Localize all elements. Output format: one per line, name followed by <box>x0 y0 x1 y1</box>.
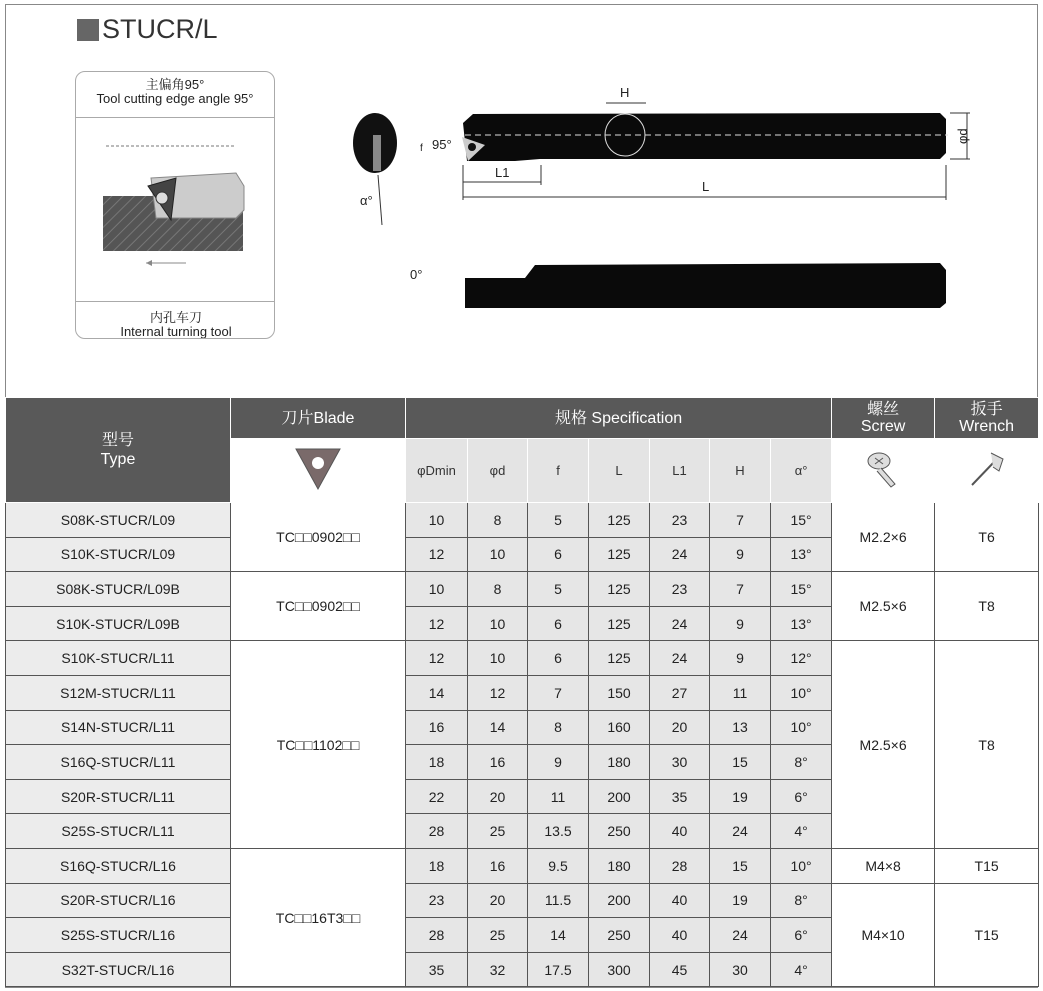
spec-cell: 125 <box>589 503 650 538</box>
screw-cell: M2.5×6 <box>832 572 935 641</box>
spec-cell: 30 <box>710 952 771 987</box>
screw-cell: M4×10 <box>832 883 935 987</box>
spec-cell: 6° <box>771 779 832 814</box>
screw-en: Screw <box>860 418 906 435</box>
wrench-en: Wrench <box>959 418 1015 435</box>
spec-cell: 12 <box>406 641 468 676</box>
label-95: 95° <box>432 137 452 152</box>
spec-cell: 16 <box>468 848 528 883</box>
spec-cell: 8° <box>771 745 832 780</box>
type-cell: S25S-STUCR/L11 <box>6 814 231 849</box>
spec-cell: 18 <box>406 848 468 883</box>
spec-cell: 15° <box>771 572 832 607</box>
title-square-icon <box>77 19 99 41</box>
spec-cell: 15° <box>771 503 832 538</box>
spec-cell: 23 <box>650 503 710 538</box>
spec-cell: 35 <box>650 779 710 814</box>
col-H: H <box>710 439 771 503</box>
col-L1: L1 <box>650 439 710 503</box>
spec-cell: 5 <box>528 503 589 538</box>
caption-en: Tool cutting edge angle 95° <box>96 91 254 106</box>
spec-cell: 20 <box>468 779 528 814</box>
table-row <box>6 848 1039 883</box>
label-phi-d: φd <box>955 128 970 144</box>
spec-cell: 14 <box>528 918 589 953</box>
spec-cell: 40 <box>650 883 710 918</box>
type-cell: S10K-STUCR/L11 <box>6 641 231 676</box>
spec-cell: 24 <box>650 606 710 641</box>
spec-cell: 14 <box>406 675 468 710</box>
spec-cell: 9 <box>710 537 771 572</box>
spec-cell: 7 <box>528 675 589 710</box>
caption-cn: 内孔车刀 <box>149 310 202 325</box>
type-cell: S16Q-STUCR/L11 <box>6 745 231 780</box>
col-f: f <box>528 439 589 503</box>
spec-cell: 22 <box>406 779 468 814</box>
screw-icon <box>832 439 935 503</box>
table-row <box>6 572 1039 607</box>
spec-cell: 8° <box>771 883 832 918</box>
caption-en: Internal turning tool <box>120 324 232 339</box>
turning-illustration <box>76 117 275 302</box>
tool-side-view <box>465 263 946 308</box>
type-cell: S10K-STUCR/L09B <box>6 606 231 641</box>
header-spec: 规格 Specification <box>406 398 832 439</box>
header-type <box>6 398 231 503</box>
spec-cell: 40 <box>650 918 710 953</box>
tool-top-view <box>463 113 946 161</box>
spec-cell: 25 <box>468 814 528 849</box>
table-row <box>6 883 1039 918</box>
spec-cell: 5 <box>528 572 589 607</box>
spec-cell: 160 <box>589 710 650 745</box>
label-H: H <box>620 85 630 100</box>
card-top-caption <box>76 72 274 106</box>
application-card <box>75 71 275 339</box>
spec-cell: 8 <box>528 710 589 745</box>
label-L1: L1 <box>495 165 510 180</box>
spec-cell: 250 <box>589 918 650 953</box>
spec-cell: 4° <box>771 952 832 987</box>
col-alpha: α° <box>771 439 832 503</box>
spec-cell: 13 <box>710 710 771 745</box>
spec-cell: 11 <box>710 675 771 710</box>
spec-cell: 9 <box>528 745 589 780</box>
spec-cell: 6° <box>771 918 832 953</box>
type-cell: S08K-STUCR/L09B <box>6 572 231 607</box>
spec-cell: 24 <box>650 641 710 676</box>
spec-cell: 13° <box>771 537 832 572</box>
spec-cell: 12° <box>771 641 832 676</box>
spec-cell: 180 <box>589 848 650 883</box>
spec-cell: 4° <box>771 814 832 849</box>
blade-insert-icon <box>231 439 406 503</box>
spec-cell: 17.5 <box>528 952 589 987</box>
spec-cell: 28 <box>650 848 710 883</box>
col-L: L <box>589 439 650 503</box>
spec-cell: 10° <box>771 710 832 745</box>
spec-cell: 15 <box>710 848 771 883</box>
spec-cell: 40 <box>650 814 710 849</box>
table-row <box>6 641 1039 676</box>
col-dmin: φDmin <box>406 439 468 503</box>
type-cell: S25S-STUCR/L16 <box>6 918 231 953</box>
spec-cell: 10 <box>468 606 528 641</box>
label-L: L <box>702 179 710 194</box>
spec-cell: 15 <box>710 745 771 780</box>
wrench-cell: T8 <box>935 572 1039 641</box>
spec-cell: 13.5 <box>528 814 589 849</box>
label-0: 0° <box>410 267 423 282</box>
type-cell: S10K-STUCR/L09 <box>6 537 231 572</box>
spec-cell: 180 <box>589 745 650 780</box>
label-alpha: α° <box>360 193 373 208</box>
spec-cell: 8 <box>468 572 528 607</box>
spec-cell: 18 <box>406 745 468 780</box>
spec-cell: 125 <box>589 572 650 607</box>
header-wrench <box>935 398 1039 439</box>
spec-cell: 8 <box>468 503 528 538</box>
blade-cell: TC□□1102□□ <box>231 641 406 849</box>
spec-cell: 10° <box>771 675 832 710</box>
spec-cell: 11 <box>528 779 589 814</box>
blade-cell: TC□□0902□□ <box>231 572 406 641</box>
spec-cell: 10 <box>406 572 468 607</box>
type-cell: S20R-STUCR/L16 <box>6 883 231 918</box>
spec-cell: 6 <box>528 641 589 676</box>
spec-cell: 28 <box>406 814 468 849</box>
spec-cell: 200 <box>589 883 650 918</box>
table-row <box>6 503 1039 538</box>
spec-cell: 24 <box>710 918 771 953</box>
spec-table <box>5 397 1039 987</box>
col-d: φd <box>468 439 528 503</box>
wrench-cell: T8 <box>935 641 1039 849</box>
type-cell: S16Q-STUCR/L16 <box>6 848 231 883</box>
spec-cell: 16 <box>468 745 528 780</box>
caption-cn: 主偏角95° <box>145 77 205 92</box>
blade-cell: TC□□16T3□□ <box>231 848 406 986</box>
wrench-cell: T15 <box>935 883 1039 987</box>
type-cell: S14N-STUCR/L11 <box>6 710 231 745</box>
spec-cell: 23 <box>650 572 710 607</box>
spec-cell: 10 <box>406 503 468 538</box>
spec-cell: 125 <box>589 537 650 572</box>
spec-cell: 30 <box>650 745 710 780</box>
spec-cell: 32 <box>468 952 528 987</box>
spec-cell: 9 <box>710 606 771 641</box>
spec-cell: 45 <box>650 952 710 987</box>
blade-cell: TC□□0902□□ <box>231 503 406 572</box>
spec-cell: 20 <box>468 883 528 918</box>
tool-drawing <box>340 75 980 315</box>
spec-cell: 125 <box>589 641 650 676</box>
spec-cell: 7 <box>710 572 771 607</box>
spec-cell: 25 <box>468 918 528 953</box>
wrench-cn: 扳手 <box>970 401 1003 418</box>
spec-cell: 9.5 <box>528 848 589 883</box>
spec-cell: 24 <box>710 814 771 849</box>
spec-cell: 6 <box>528 537 589 572</box>
spec-cell: 14 <box>468 710 528 745</box>
screw-cell: M2.5×6 <box>832 641 935 849</box>
wrench-icon <box>935 439 1039 503</box>
spec-cell: 16 <box>406 710 468 745</box>
spec-cell: 11.5 <box>528 883 589 918</box>
spec-cell: 19 <box>710 779 771 814</box>
spec-cell: 9 <box>710 641 771 676</box>
spec-cell: 200 <box>589 779 650 814</box>
spec-cell: 28 <box>406 918 468 953</box>
spec-cell: 150 <box>589 675 650 710</box>
title-text: STUCR/L <box>102 14 218 44</box>
spec-cell: 10 <box>468 537 528 572</box>
spec-cell: 13° <box>771 606 832 641</box>
type-cell: S32T-STUCR/L16 <box>6 952 231 987</box>
spec-cell: 23 <box>406 883 468 918</box>
spec-cell: 10° <box>771 848 832 883</box>
wrench-cell: T6 <box>935 503 1039 572</box>
screw-cell: M4×8 <box>832 848 935 883</box>
spec-cell: 35 <box>406 952 468 987</box>
spec-cell: 24 <box>650 537 710 572</box>
screw-cn: 螺丝 <box>867 401 900 418</box>
wrench-cell: T15 <box>935 848 1039 883</box>
spec-cell: 19 <box>710 883 771 918</box>
spec-cell: 12 <box>406 606 468 641</box>
spec-cell: 6 <box>528 606 589 641</box>
type-en: Type <box>100 451 136 468</box>
type-cell: S20R-STUCR/L11 <box>6 779 231 814</box>
spec-cell: 250 <box>589 814 650 849</box>
type-cell: S12M-STUCR/L11 <box>6 675 231 710</box>
type-cell: S08K-STUCR/L09 <box>6 503 231 538</box>
header-blade: 刀片Blade <box>231 398 406 439</box>
spec-cell: 12 <box>406 537 468 572</box>
label-f: f <box>420 143 423 154</box>
card-bottom-caption <box>76 305 275 339</box>
spec-cell: 10 <box>468 641 528 676</box>
type-cn: 型号 <box>101 432 134 449</box>
spec-cell: 12 <box>468 675 528 710</box>
spec-cell: 125 <box>589 606 650 641</box>
spec-cell: 300 <box>589 952 650 987</box>
screw-cell: M2.2×6 <box>832 503 935 572</box>
spec-cell: 7 <box>710 503 771 538</box>
spec-cell: 20 <box>650 710 710 745</box>
spec-cell: 27 <box>650 675 710 710</box>
page-title <box>77 14 218 45</box>
header-screw <box>832 398 935 439</box>
